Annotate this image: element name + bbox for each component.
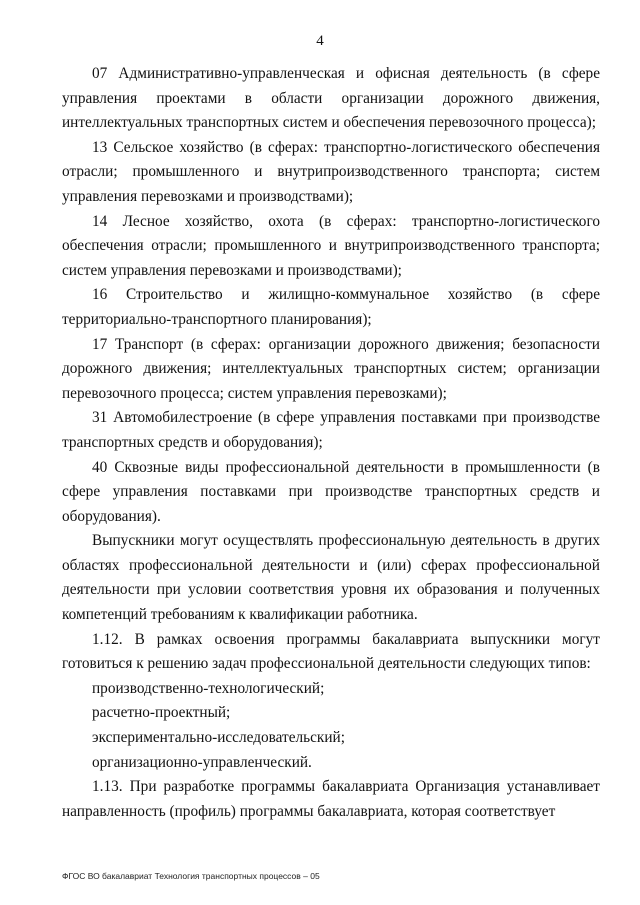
paragraph-31-automotive: 31 Автомобилестроение (в сфере управления поставками при производстве транспортных средств и оборудования);	[62, 409, 600, 451]
paragraph-07-office-activity: 07 Административно-управленческая и офисная деятельность (в сфере управления проектами в области организации дорожного движения, интеллектуальных транспортных систем и обеспечения перевозочного процесса);	[62, 65, 600, 132]
task-type-item: организационно-управленческий.	[92, 753, 312, 771]
paragraph-17-transport: 17 Транспорт (в сферах: организации дорожного движения; безопасности дорожного движения; интеллектуальных транспортных систем; организации перевозочного процесса; систем управления перевозками);	[62, 335, 600, 402]
document-body	[62, 62, 600, 824]
task-type-item: экспериментально-исследовательский;	[92, 729, 345, 747]
paragraph-13-agriculture: 13 Сельское хозяйство (в сферах: транспортно-логистического обеспечения отрасли; промышленного и внутрипроизводственного транспорта; систем управления перевозками и производствами);	[62, 138, 600, 205]
paragraph-14-forestry: 14 Лесное хозяйство, охота (в сферах: транспортно-логистического обеспечения отрасли; промышленного и внутрипроизводственного транспорта; систем управления перевозками и производствами);	[62, 212, 600, 279]
paragraph-1-12: 1.12. В рамках освоения программы бакалавриата выпускники могут готовиться к решению задач профессиональной деятельности следующих типов:	[62, 630, 600, 673]
paragraph-other-areas: Выпускники могут осуществлять профессиональную деятельность в других областях профессиональной деятельности и (или) сферах профессиональной деятельности при условии соответствия уровня их образования и полученных компетенций требованиям к квалификации работника.	[62, 532, 600, 624]
paragraph-40-cross-cutting: 40 Сквозные виды профессиональной деятельности в промышленности (в сфере управления поставками при производстве транспортных средств и оборудования).	[62, 458, 600, 525]
page-number: 4	[316, 33, 324, 49]
paragraph-1-13: 1.13. При разработке программы бакалавриата Организация устанавливает направленность (профиль) программы бакалавриата, которая соответствует	[62, 778, 600, 820]
paragraph-16-construction: 16 Строительство и жилищно-коммунальное хозяйство (в сфере территориально-транспортного планирования);	[62, 286, 600, 328]
document-footer: ФГОС ВО бакалавриат Технология транспортных процессов – 05	[62, 871, 320, 881]
task-type-item: производственно-технологический;	[92, 679, 325, 697]
task-type-item: расчетно-проектный;	[92, 704, 231, 722]
